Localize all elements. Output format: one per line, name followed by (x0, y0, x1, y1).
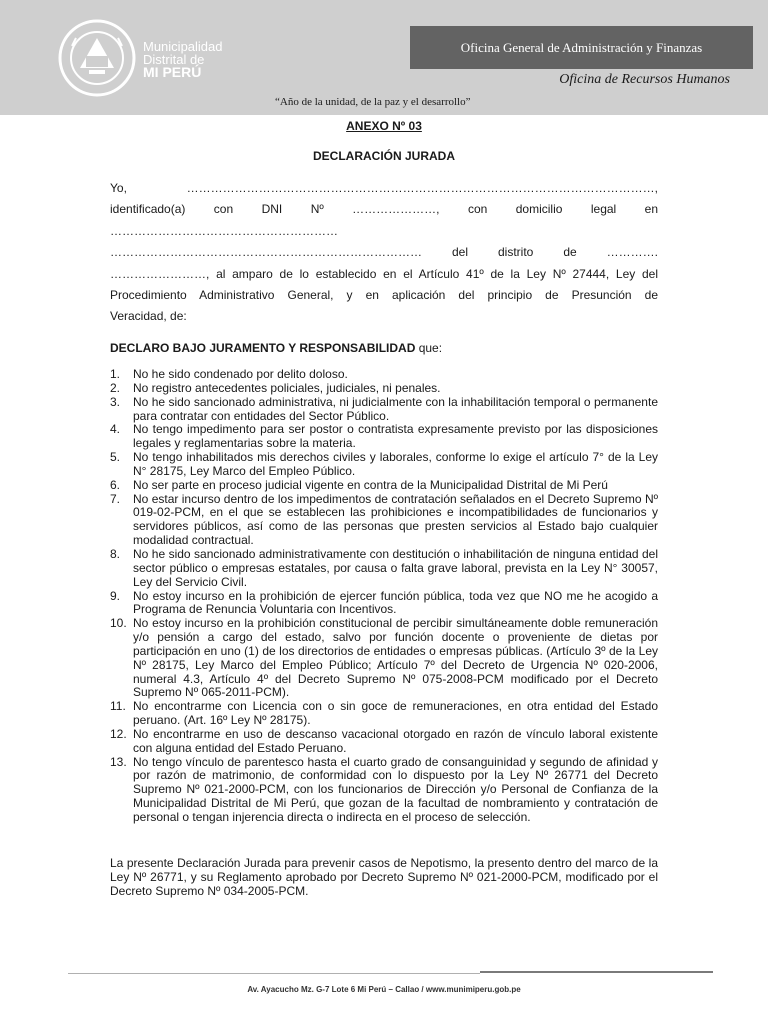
declaration-heading-rest: que: (415, 341, 443, 355)
list-item-number: 13. (110, 754, 127, 769)
list-item-number: 11. (110, 699, 126, 714)
intro-line: ……………………, al amparo de lo establecido en el Artículo 41º de la Ley Nº 27444, Ley del (110, 266, 658, 281)
list-item (110, 382, 658, 396)
declaration-list (110, 368, 658, 825)
municipality-name-line1: Municipalidad (143, 39, 223, 54)
intro-line: …………………………………………………………………… del distrito de …………. (110, 245, 658, 260)
footer-divider-accent (480, 971, 713, 973)
list-item-number: 4. (110, 422, 121, 437)
list-item-text: No he sido sancionado administrativamente con destitución o inhabilitación de ninguna entidad del sector público o empresas estatales, por causa o falta grave laboral, prevista en la Ley N° 30057, Ley del Servicio Civil. (133, 546, 658, 589)
list-item-number: 1. (110, 367, 121, 381)
closing-paragraph: La presente Declaración Jurada para prevenir casos de Nepotismo, la presento dentro del marco de la Ley Nº 26771, y su Reglamento aprobado por Decreto Supremo Nº 021-2000-PCM, modificado por el Decreto Supremo Nº 034-2005-PCM. (110, 856, 658, 898)
list-item (110, 368, 658, 382)
footer-divider (68, 973, 480, 974)
list-item-number: 10. (110, 616, 127, 631)
list-item-number: 6. (110, 477, 121, 492)
declaration-heading (110, 341, 442, 355)
list-item-number: 8. (110, 546, 121, 561)
list-item (110, 617, 658, 700)
list-item-text: No estar incurso dentro de los impedimentos de contratación señalados en el Decreto Supremo Nº 019-02-PCM, en el que se establecen las prohibiciones e incompatibilidades de funcionarios y servidores públicos, así como de las personas que presten servicios al Estado bajo cualquier modalidad contractual. (133, 491, 658, 548)
list-item-text: No estoy incurso en la prohibición de ejercer función pública, toda vez que NO me he acogido a Programa de Renuncia Voluntaria con Incentivos. (133, 588, 658, 617)
letterhead (0, 0, 768, 115)
list-item-text: No encontrarme con Licencia con o sin goce de remuneraciones, en otra entidad del Estado peruano. (Art. 16º Ley Nº 28175). (133, 699, 658, 728)
list-item-text: No he sido sancionado administrativa, ni judicialmente con la inhabilitación temporal o permanente para contratar con entidades del Sector Público. (133, 394, 658, 423)
list-item (110, 396, 658, 424)
declaration-heading-bold: DECLARO BAJO JURAMENTO Y RESPONSABILIDAD (110, 341, 416, 355)
list-item-number: 7. (110, 491, 121, 506)
list-item-text: No he sido condenado por delito doloso. (133, 367, 348, 381)
list-item-text: No encontrarme en uso de descanso vacacional otorgado en razón de vínculo laboral existente con alguna entidad del Estado Peruano. (133, 726, 658, 755)
intro-line: identificado(a) con DNI Nº …………………, con domicilio legal en (110, 202, 658, 217)
list-item (110, 756, 658, 825)
list-item-number: 5. (110, 450, 121, 465)
list-item (110, 423, 658, 451)
list-item (110, 700, 658, 728)
municipality-name (143, 40, 223, 79)
list-item (110, 728, 658, 756)
municipality-seal-icon (58, 16, 136, 100)
list-item-number: 2. (110, 380, 121, 395)
list-item-number: 3. (110, 394, 121, 409)
intro-line: Yo, ………………………………………………………………………………………………………, (110, 181, 658, 195)
list-item-text: No tengo vínculo de parentesco hasta el cuarto grado de consanguinidad y segundo de afinidad y por razón de matrimonio, de conformidad con lo dispuesto por la Ley Nº 26771 del Decreto Supremo Nº 021-2000-PCM, con los funcionarios de Dirección y/o Personal de Confianza de la Municipalidad Distrital de Mi Perú, que gozan de la facultad de nombramiento y contratación de personal o tengan injerencia directa o indirecta en el proceso de selección. (133, 754, 658, 824)
list-item-number: 12. (110, 726, 127, 741)
intro-paragraph (110, 178, 658, 328)
intro-line: ………………………………………………… (110, 223, 338, 238)
municipality-name-line2: Distrital de (143, 52, 205, 67)
list-item-text: No estoy incurso en la prohibición constitucional de percibir simultáneamente doble remuneración y/o pensión a cargo del estado, salvo por función docente o proveniente de dietas por participación en uno (1) de los directorios de entidades o empresas públicas. (Artículo 3º de la Ley Nº 28175, Ley Marco del Empleo Público; Artículo 7º del Decreto de Urgencia Nº 020-2006, numeral 4.3, Artículo 4º del Decreto Supremo Nº 075-2008-PCM modificado por el Decreto Supremo Nº 065-2011-PCM). (133, 616, 658, 700)
list-item-text: No ser parte en proceso judicial vigente en contra de la Municipalidad Distrital de Mi Perú (133, 477, 608, 492)
list-item (110, 493, 658, 548)
intro-line: Procedimiento Administrativo General, y en aplicación del principio de Presunción de (110, 288, 658, 303)
list-item-text: No registro antecedentes policiales, judiciales, ni penales. (133, 380, 441, 395)
list-item (110, 590, 658, 618)
footer-address: Av. Ayacucho Mz. G-7 Lote 6 Mi Perú – Callao / www.munimiperu.gob.pe (247, 985, 521, 994)
list-item (110, 479, 658, 493)
list-item-text: No tengo inhabilitados mis derechos civiles y laborales, conforme lo exige el artículo 7° de la Ley N° 28175, Ley Marco del Empleo Público. (133, 450, 658, 478)
list-item-text: No tengo impedimento para ser postor o contratista expresamente previsto por las disposiciones legales y reglamentarias sobre la materia. (133, 422, 658, 451)
intro-line: Veracidad, de: (110, 309, 187, 324)
suboffice-title: Oficina de Recursos Humanos (559, 72, 730, 87)
list-item (110, 548, 658, 590)
year-motto: “Año de la unidad, de la paz y el desarrollo” (275, 96, 471, 108)
list-item-number: 9. (110, 588, 121, 603)
office-banner: Oficina General de Administración y Finanzas (410, 26, 753, 69)
list-item (110, 451, 658, 479)
document-title: DECLARACIÓN JURADA (312, 149, 455, 163)
annex-number: ANEXO Nº 03 (346, 119, 422, 133)
municipality-name-line3: MI PERÚ (143, 64, 202, 80)
